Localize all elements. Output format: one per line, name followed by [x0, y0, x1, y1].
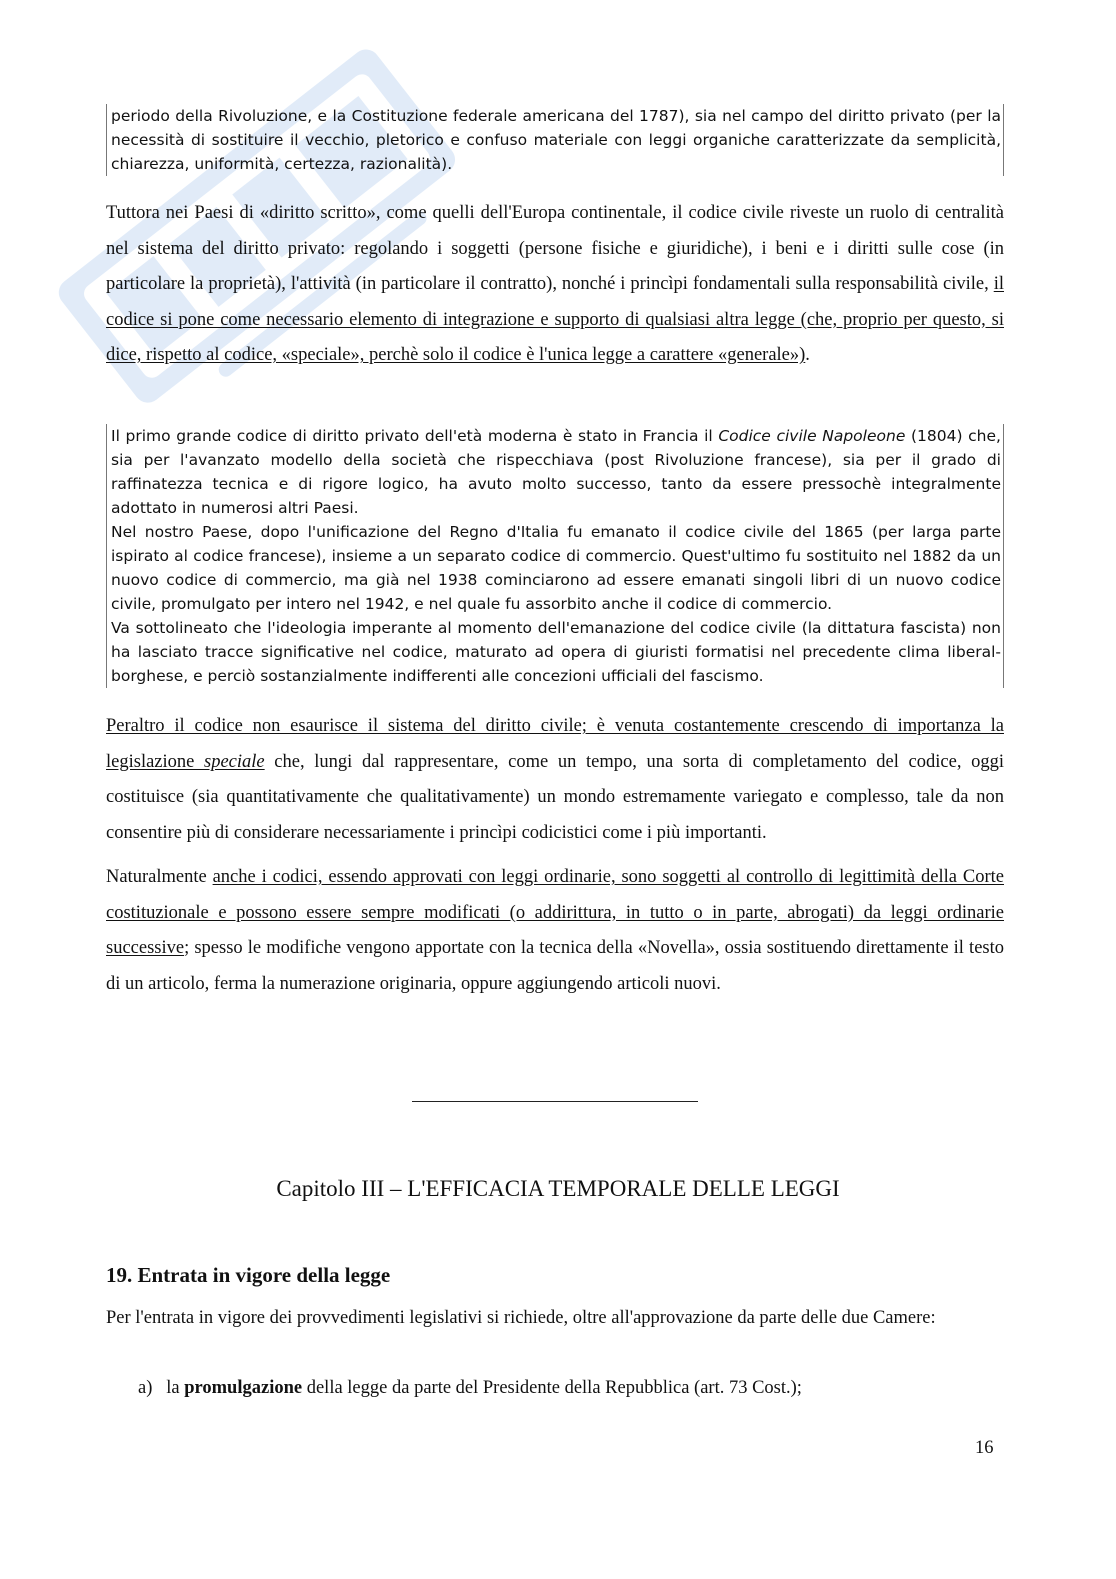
paragraph-legislazione-speciale	[106, 709, 1004, 851]
list-text-start: la	[166, 1378, 185, 1398]
list-text-bold: promulgazione	[184, 1378, 303, 1398]
paragraph-text	[106, 709, 1004, 851]
paragraph-text-end: .	[805, 345, 810, 365]
paragraph-codice-civile	[106, 196, 1004, 374]
list-marker: a)	[138, 1378, 153, 1398]
history-text-start: Il primo grande codice di diritto privato dell'età moderna è stato in Francia il	[111, 427, 719, 445]
paragraph-text: Per l'entrata in vigore dei provvedimenti legislativi si richiede, oltre all'approvazione da parte delle due Camere:	[106, 1308, 936, 1328]
paragraph-text-end: ; spesso le modifiche vengono apportate con la tecnica della «Novella», ossia sostituendo direttamente il testo di un articolo, ferma la numerazione originaria, oppure aggiungendo articoli nuovi.	[106, 938, 1004, 994]
paragraph-text	[106, 196, 1004, 374]
list-text-end: della legge da parte del Presidente della Repubblica (art. 73 Cost.);	[302, 1378, 802, 1398]
history-paragraph-1	[111, 424, 1001, 520]
history-text-italic: Codice civile Napoleone	[718, 427, 906, 445]
section-title: 19. Entrata in vigore della legge	[106, 1263, 391, 1287]
paragraph-text-rest: che, lungi dal rappresentare, come un tempo, una sorta di completamento del codice, oggi costituisce (sia quantitativamente che qualitativamente) un mondo estremamente variegato e complesso, tale da non consentire più di considerare necessariamente i princìpi codicistici come i più importanti.	[106, 751, 1004, 843]
quote-box-history	[106, 424, 1004, 688]
paragraph-controllo-legittimita	[106, 860, 1004, 1002]
quote-box-top	[106, 104, 1004, 176]
paragraph-entrata-vigore	[106, 1301, 1004, 1337]
paragraph-underlined-text: Peraltro il codice non esaurisce il sistema del diritto civile; è venuta costantemente crescendo di importanza la legislazione	[106, 716, 1004, 772]
paragraph-text-underlined: il codice si pone come necessario elemento di integrazione e supporto di qualsiasi altra legge (che, proprio per questo, si dice, rispetto al codice, «speciale», perchè solo il codice è l'unica legge a carattere «generale»)	[106, 274, 1004, 365]
history-text-end: (1804) che, sia per l'avanzato modello della società che rispecchiava (post Rivoluzione francese), sia per il grado di raffinatezza tecnica e di rigore logico, ha avuto molto successo, tanto da essere pressochè integralmente adottato in numerosi altri Paesi.	[111, 427, 1001, 517]
history-paragraph-2: Nel nostro Paese, dopo l'unificazione del Regno d'Italia fu emanato il codice civile del 1865 (per larga parte ispirato al codice francese), insieme a un separato codice di commercio. Quest'ultimo fu sostituito nel 1882 da un nuovo codice di commercio, ma già nel 1938 cominciarono ad essere emanati singoli libri di un nuovo codice civile, promulgato per intero nel 1942, e nel quale fu assorbito anche il codice di commercio.	[111, 523, 1001, 613]
list-item-a	[138, 1378, 802, 1399]
quote-box-top-text: periodo della Rivoluzione, e la Costituzione federale americana del 1787), sia nel campo del diritto privato (per la necessità di sostituire il vecchio, pletorico e confuso materiale con leggi organiche caratterizzate da semplicità, chiarezza, uniformità, certezza, razionalità).	[111, 107, 1001, 173]
section-divider	[412, 1101, 698, 1102]
paragraph-text	[106, 860, 1004, 1002]
paragraph-text-underlined: anche i codici, essendo approvati con leggi ordinarie, sono soggetti al controllo di legittimità della Corte costituzionale e possono essere sempre modificati (o addirittura, in tutto o in parte, abrogati) da leggi ordinarie successive	[106, 867, 1004, 958]
page-number: 16	[975, 1438, 994, 1458]
chapter-title: Capitolo III – L'EFFICACIA TEMPORALE DELLE LEGGI	[276, 1176, 840, 1201]
history-paragraph-3: Va sottolineato che l'ideologia imperante al momento dell'emanazione del codice civile (la dittatura fascista) non ha lasciato tracce significative nel codice, maturato ad opera di giuristi formatisi nel precedente clima liberal-borghese, e perciò sostanzialmente indifferenti alle concezioni ufficiali del fascismo.	[111, 619, 1001, 685]
paragraph-text-plain: Naturalmente	[106, 867, 213, 887]
paragraph-text-plain: Tuttora nei Paesi di «diritto scritto», come quelli dell'Europa continentale, il codice civile riveste un ruolo di centralità nel sistema del diritto privato: regolando i soggetti (persone fisiche e giuridiche), i beni e i diritti sulle cose (in particolare la proprietà), l'attività (in particolare il contratto), nonché i princìpi fondamentali sulla responsabilità civile,	[106, 203, 1004, 294]
paragraph-underlined-italic: speciale	[204, 751, 265, 772]
